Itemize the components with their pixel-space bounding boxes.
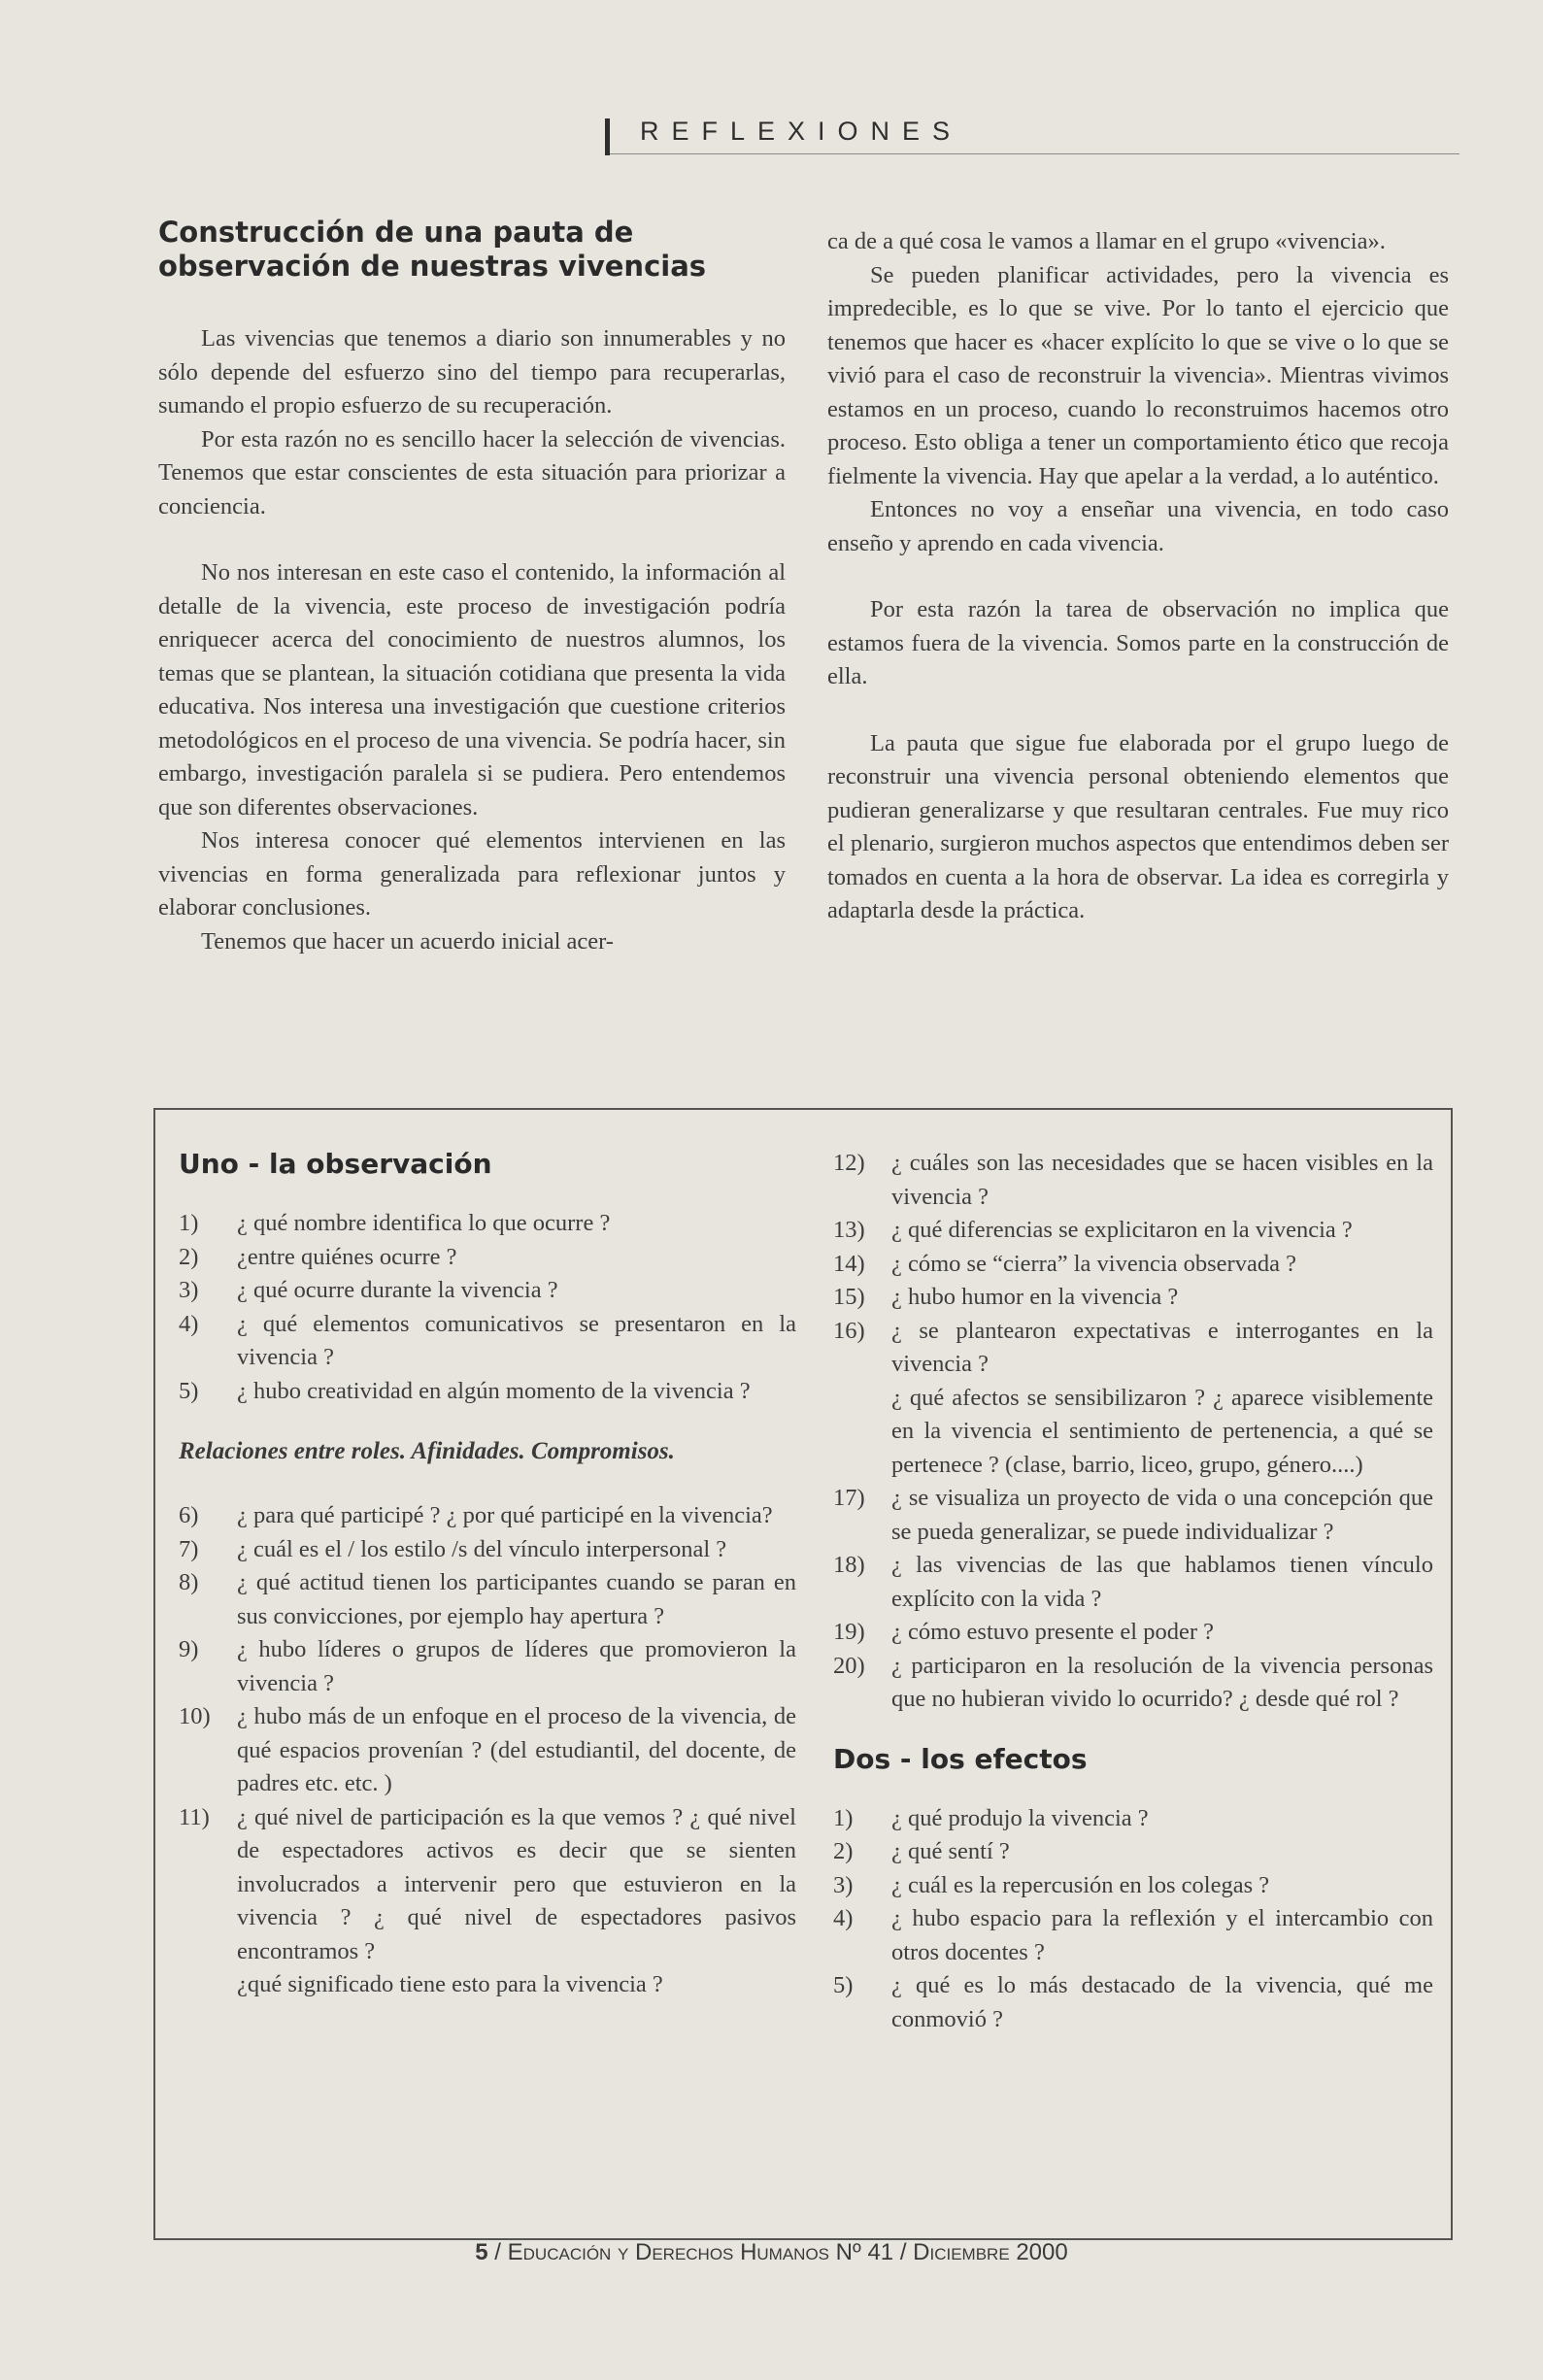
question-item	[833, 1869, 1433, 1903]
question-item	[833, 1147, 1433, 1214]
question-item	[179, 1801, 796, 1969]
question-text: ¿ qué produjo la vivencia ?	[891, 1804, 1149, 1831]
question-text: ¿ cómo se “cierra” la vivencia observada ?	[891, 1250, 1296, 1277]
section-uno-title: Uno - la observación	[179, 1148, 492, 1180]
question-item	[833, 1616, 1433, 1650]
question-text: ¿ qué diferencias se explicitaron en la vivencia ?	[891, 1217, 1353, 1243]
uno-question-list-continued	[833, 1147, 1433, 1717]
paragraph: Entonces no voy a enseñar una vivencia, en todo caso enseño y aprendo en cada vivencia.	[827, 496, 1449, 556]
paragraph: Nos interesa conocer qué elementos intervienen en las vivencias en forma generalizada para reflexionar juntos y elaborar conclusiones.	[158, 827, 786, 921]
uno-question-list	[179, 1207, 796, 1408]
question-number: 11)	[179, 1803, 210, 1830]
question-number: 14)	[833, 1250, 865, 1277]
question-item	[179, 1700, 796, 1801]
section-title: REFLEXIONES	[640, 117, 963, 146]
question-item	[833, 1281, 1433, 1315]
page-footer	[0, 2239, 1543, 2266]
question-item	[833, 1482, 1433, 1549]
question-item	[833, 1315, 1433, 1382]
question-item	[179, 1533, 796, 1567]
question-number: 1)	[179, 1210, 199, 1236]
question-number: 9)	[179, 1636, 199, 1662]
question-item	[179, 1375, 796, 1409]
question-number: 17)	[833, 1485, 865, 1511]
question-number: 13)	[833, 1217, 865, 1243]
question-item	[179, 1207, 796, 1241]
question-number: 2)	[179, 1243, 199, 1270]
question-item	[179, 1499, 796, 1533]
question-number: 3)	[833, 1871, 854, 1898]
question-number: 2)	[833, 1838, 854, 1864]
question-number: 12)	[833, 1150, 865, 1176]
header-bar	[605, 118, 610, 155]
question-number: 8)	[179, 1569, 199, 1595]
question-number: 15)	[833, 1284, 865, 1310]
article-right-column	[827, 225, 1449, 928]
question-text: ¿entre quiénes ocurre ?	[237, 1243, 457, 1270]
question-text: ¿ se plantearon expectativas e interrogantes en la vivencia ?	[891, 1317, 1433, 1377]
paragraph: Por esta razón no es sencillo hacer la selección de vivencias. Tenemos que estar conscientes de esta situación para priorizar a conciencia.	[158, 425, 786, 520]
publication-name: Educación y Derechos Humanos Nº 41	[507, 2239, 894, 2265]
paragraph: Tenemos que hacer un acuerdo inicial acer-	[201, 927, 614, 955]
question-text: ¿ cuál es la repercusión en los colegas ?	[891, 1871, 1270, 1898]
paragraph: Las vivencias que tenemos a diario son innumerables y no sólo depende del esfuerzo sino del tiempo para recuperarlas, sumando el propio esfuerzo de su recuperación.	[158, 325, 786, 419]
question-number: 20)	[833, 1652, 865, 1679]
question-number: 18)	[833, 1552, 865, 1578]
question-number: 6)	[179, 1502, 199, 1528]
question-item	[833, 1902, 1433, 1969]
section-header	[605, 115, 1459, 154]
question-number: 3)	[179, 1277, 199, 1303]
publication-date: Diciembre 2000	[913, 2239, 1068, 2265]
question-number: 19)	[833, 1619, 865, 1645]
question-item	[179, 1968, 796, 2002]
paragraph: Se pueden planificar actividades, pero la vivencia es impredecible, es lo que se vive. Por lo tanto el ejercicio que tenemos que hacer es «hacer explícito lo que se vive o lo que se vivió para el caso de reconstruir la vivencia». Mientras vivimos estamos en un proceso, cuando lo reconstruimos hacemos otro proceso. Esto obliga a tener un comportamiento ético que recoja fielmente la vivencia. Hay que apelar a la verdad, a lo auténtico.	[827, 261, 1449, 489]
question-text: ¿ qué nombre identifica lo que ocurre ?	[237, 1210, 611, 1236]
question-text: ¿ cómo estuvo presente el poder ?	[891, 1619, 1214, 1645]
question-item	[833, 1969, 1433, 2036]
question-number: 7)	[179, 1535, 199, 1562]
box-right-column	[833, 1147, 1433, 2036]
question-text: ¿ qué sentí ?	[891, 1838, 1010, 1864]
question-number: 10)	[179, 1703, 211, 1729]
observation-guide-box	[153, 1108, 1453, 2240]
question-item	[833, 1802, 1433, 1836]
section-dos-title: Dos - los efectos	[833, 1742, 1088, 1775]
question-item	[833, 1835, 1433, 1869]
question-item	[833, 1214, 1433, 1248]
paragraph: ca de a qué cosa le vamos a llamar en el grupo «vivencia».	[827, 228, 1386, 254]
question-text: ¿ hubo más de un enfoque en el proceso de la vivencia, de qué espacios provenían ? (del estudiantil, del docente, de padres etc. etc. )	[237, 1703, 796, 1796]
question-text: ¿ participaron en la resolución de la vivencia personas que no hubieran vivido lo ocurrido? ¿ desde qué rol ?	[891, 1652, 1433, 1712]
question-number: 4)	[833, 1905, 854, 1931]
question-text: ¿ para qué participé ? ¿ por qué participé en la vivencia?	[237, 1502, 773, 1528]
question-text: ¿ cuáles son las necesidades que se hacen visibles en la vivencia ?	[891, 1150, 1433, 1210]
question-number: 5)	[179, 1377, 199, 1404]
question-number: 4)	[179, 1310, 199, 1337]
question-text: ¿ hubo líderes o grupos de líderes que promovieron la vivencia ?	[237, 1636, 796, 1696]
page-number: 5	[475, 2239, 488, 2265]
question-text: ¿ las vivencias de las que hablamos tienen vínculo explícito con la vida ?	[891, 1552, 1433, 1612]
question-text: ¿ qué actitud tienen los participantes cuando se paran en sus convicciones, por ejemplo hay apertura ?	[237, 1569, 796, 1629]
question-item	[833, 1248, 1433, 1282]
question-text: ¿ cuál es el / los estilo /s del vínculo interpersonal ?	[237, 1535, 727, 1562]
question-item	[179, 1308, 796, 1375]
question-item	[179, 1633, 796, 1700]
question-item	[833, 1549, 1433, 1616]
question-number: 16)	[833, 1317, 865, 1344]
question-text: ¿ hubo creatividad en algún momento de la vivencia ?	[237, 1377, 751, 1404]
paragraph: Por esta razón la tarea de observación no implica que estamos fuera de la vivencia. Somos parte en la construcción de ella.	[827, 596, 1449, 689]
question-number: 1)	[833, 1804, 854, 1831]
question-text: ¿ qué ocurre durante la vivencia ?	[237, 1277, 558, 1303]
question-item	[179, 1241, 796, 1275]
article-title: Construcción de una pauta de observación de nuestras vivencias	[158, 216, 707, 283]
question-text: ¿ qué nivel de participación es la que vemos ? ¿ qué nivel de espectadores activos es decir que se sienten involucrados a intervenir pero que estuvieron en la vivencia ? ¿ qué nivel de espectadores pasivos encontramos ?	[237, 1803, 796, 1964]
question-text: ¿ qué es lo más destacado de la vivencia, qué me conmovió ?	[891, 1972, 1433, 2032]
question-text: ¿ qué afectos se sensibilizaron ? ¿ aparece visiblemente en la vivencia el sentimiento de pertenencia, a qué se pertenece ? (clase, barrio, liceo, grupo, género....)	[891, 1384, 1433, 1478]
dos-question-list	[833, 1802, 1433, 2037]
question-item	[833, 1650, 1433, 1717]
paragraph: No nos interesan en este caso el contenido, la información al detalle de la vivencia, este proceso de investigación podría enriquecer acerca del conocimiento de nuestros alumnos, los temas que se plantean, la situación cotidiana que presenta la vida educativa. Nos interesa una investigación que cuestione criterios metodológicos en el proceso de una vivencia. Se podría hacer, sin embargo, investigación paralela si se pudiera. Pero entendemos que son diferentes observaciones.	[158, 559, 786, 821]
question-item	[833, 1382, 1433, 1483]
question-number: 5)	[833, 1972, 854, 1998]
question-item	[179, 1566, 796, 1633]
paragraph: La pauta que sigue fue elaborada por el grupo luego de reconstruir una vivencia personal obteniendo elementos que pudieran generalizarse y que resultaran centrales. Fue muy rico el plenario, surgieron muchos aspectos que entendimos deben ser tomados en cuenta a la hora de observar. La idea es corregirla y adaptarla desde la práctica.	[827, 729, 1449, 923]
footer-separator: /	[899, 2239, 907, 2265]
article-left-column	[158, 216, 786, 958]
footer-separator: /	[494, 2239, 501, 2265]
box-left-column	[179, 1147, 796, 2002]
question-text: ¿ se visualiza un proyecto de vida o una concepción que se pueda generalizar, se puede individualizar ?	[891, 1485, 1433, 1545]
relaciones-question-list	[179, 1499, 796, 2002]
question-text: ¿ qué elementos comunicativos se presentaron en la vivencia ?	[237, 1310, 796, 1370]
question-item	[179, 1274, 796, 1308]
relaciones-subtitle: Relaciones entre roles. Afinidades. Compromisos.	[179, 1438, 675, 1464]
question-text: ¿qué significado tiene esto para la vivencia ?	[237, 1971, 663, 1997]
question-text: ¿ hubo espacio para la reflexión y el intercambio con otros docentes ?	[891, 1905, 1433, 1965]
question-text: ¿ hubo humor en la vivencia ?	[891, 1284, 1179, 1310]
